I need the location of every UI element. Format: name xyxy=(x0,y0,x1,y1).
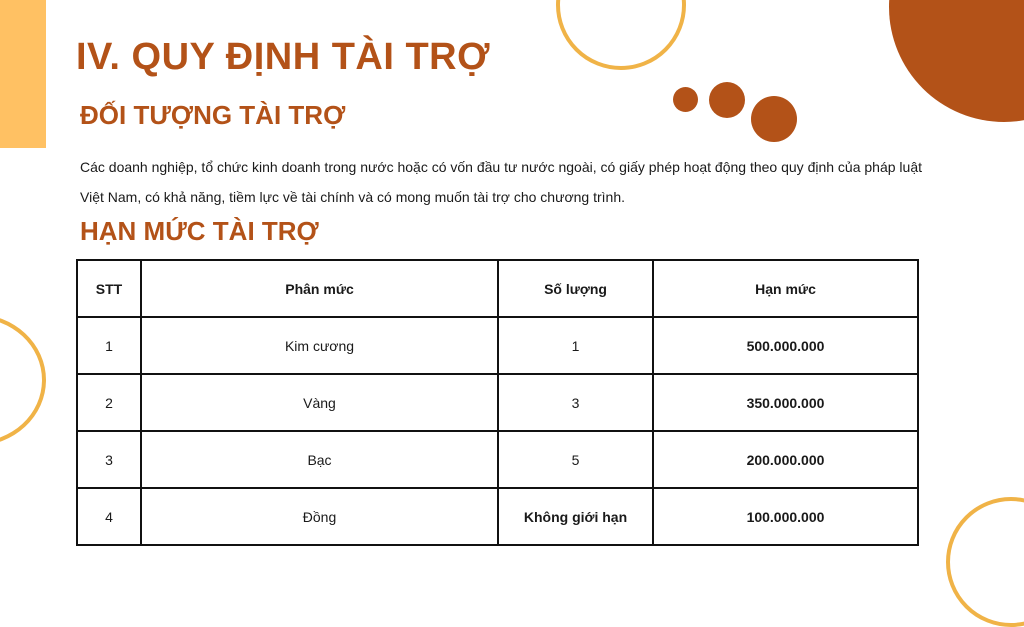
sponsorship-table xyxy=(76,259,919,546)
decorative-dot-large xyxy=(751,96,797,142)
decorative-yellow-bar xyxy=(0,0,46,148)
header-quantity: Số lượng xyxy=(498,260,653,317)
table-row xyxy=(77,317,918,374)
cell-level: Vàng xyxy=(141,374,498,431)
decorative-ring-top xyxy=(556,0,686,70)
table-header-row xyxy=(77,260,918,317)
cell-level: Đồng xyxy=(141,488,498,545)
cell-stt: 4 xyxy=(77,488,141,545)
cell-quantity: 1 xyxy=(498,317,653,374)
header-stt: STT xyxy=(77,260,141,317)
decorative-dot-medium xyxy=(709,82,745,118)
cell-level: Bạc xyxy=(141,431,498,488)
table-row xyxy=(77,374,918,431)
cell-quantity: 3 xyxy=(498,374,653,431)
header-level: Phân mức xyxy=(141,260,498,317)
decorative-dot-small xyxy=(673,87,698,112)
section-heading-limits: HẠN MỨC TÀI TRỢ xyxy=(80,216,319,246)
cell-level: Kim cương xyxy=(141,317,498,374)
section-paragraph-recipients: Các doanh nghiệp, tổ chức kinh doanh trong nước hoặc có vốn đầu tư nước ngoài, có giấy phép hoạt động theo quy định của pháp luật Việt Nam, có khả năng, tiềm lực về tài chính và có mong muốn tài trợ cho chương trình. xyxy=(80,159,922,205)
header-limit: Hạn mức xyxy=(653,260,918,317)
table-row xyxy=(77,431,918,488)
cell-stt: 3 xyxy=(77,431,141,488)
decorative-ring-bottom-right xyxy=(946,497,1024,627)
cell-quantity: Không giới hạn xyxy=(498,488,653,545)
cell-limit: 100.000.000 xyxy=(653,488,918,545)
cell-limit: 200.000.000 xyxy=(653,431,918,488)
slide-title: IV. QUY ĐỊNH TÀI TRỢ xyxy=(76,36,491,78)
cell-stt: 1 xyxy=(77,317,141,374)
cell-limit: 500.000.000 xyxy=(653,317,918,374)
table-row xyxy=(77,488,918,545)
cell-limit: 350.000.000 xyxy=(653,374,918,431)
decorative-large-circle xyxy=(889,0,1024,122)
cell-stt: 2 xyxy=(77,374,141,431)
decorative-ring-left xyxy=(0,314,46,446)
section-heading-recipients: ĐỐI TƯỢNG TÀI TRỢ xyxy=(80,100,346,130)
cell-quantity: 5 xyxy=(498,431,653,488)
